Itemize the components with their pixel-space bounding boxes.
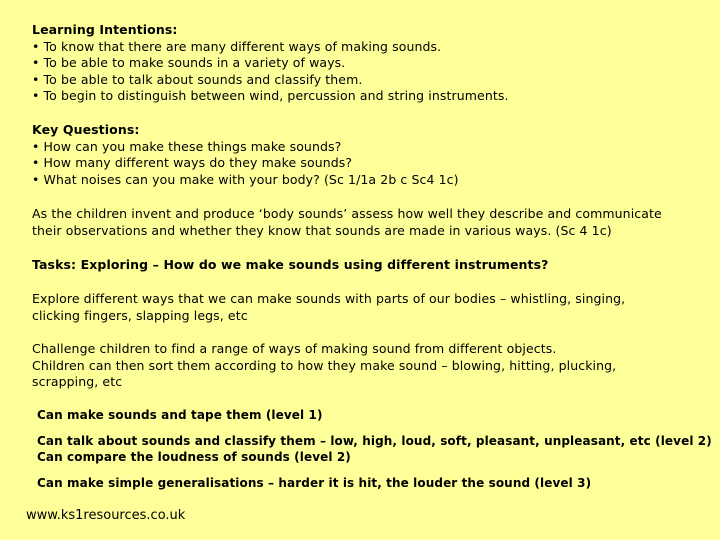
tasks-heading (32, 257, 549, 274)
assessment-levels (37, 407, 712, 491)
level-item: Can compare the loudness of sounds (level 2) (37, 450, 351, 464)
learning-intentions-section (32, 22, 509, 105)
website-footer: www.ks1resources.co.uk (26, 508, 186, 523)
level-item: Can make simple generalisations – harder it is hit, the louder the sound (level 3) (37, 476, 592, 490)
assessment-text: As the children invent and produce ‘body sounds’ assess how well they describe and communicate their observations and whether they know that sounds are made in various ways. (Sc 4 1c) (32, 206, 662, 238)
level-item: Can make sounds and tape them (level 1) (37, 408, 323, 422)
question-item: • What noises can you make with your body? (Sc 1/1a 2b c Sc4 1c) (32, 172, 459, 189)
explore-paragraph (32, 291, 672, 324)
tasks-text: Tasks: Exploring – How do we make sounds using different instruments? (32, 257, 549, 272)
intention-item: • To be able to talk about sounds and classify them. (32, 72, 509, 89)
explore-text: Explore different ways that we can make sounds with parts of our bodies – whistling, singing, clicking fingers, slapping legs, etc (32, 291, 626, 323)
key-questions-heading: Key Questions: (32, 122, 140, 137)
key-questions-section (32, 122, 459, 188)
question-item: • How many different ways do they make sounds? (32, 155, 459, 172)
level-gap (37, 465, 712, 475)
intention-item: • To know that there are many different ways of making sounds. (32, 39, 509, 56)
challenge-paragraph (32, 341, 672, 391)
assessment-paragraph (32, 206, 692, 239)
intention-item: • To begin to distinguish between wind, percussion and string instruments. (32, 88, 509, 105)
question-item: • How can you make these things make sounds? (32, 139, 459, 156)
challenge-line-1: Challenge children to find a range of ways of making sound from different objects. (32, 341, 557, 356)
level-gap (37, 423, 712, 433)
level-item: Can talk about sounds and classify them – low, high, loud, soft, pleasant, unpleasant, etc (level 2) (37, 434, 712, 448)
challenge-line-2: Children can then sort them according to how they make sound – blowing, hitting, plucking, scrapping, etc (32, 357, 617, 389)
intention-item: • To be able to make sounds in a variety of ways. (32, 55, 509, 72)
learning-intentions-heading: Learning Intentions: (32, 22, 178, 37)
